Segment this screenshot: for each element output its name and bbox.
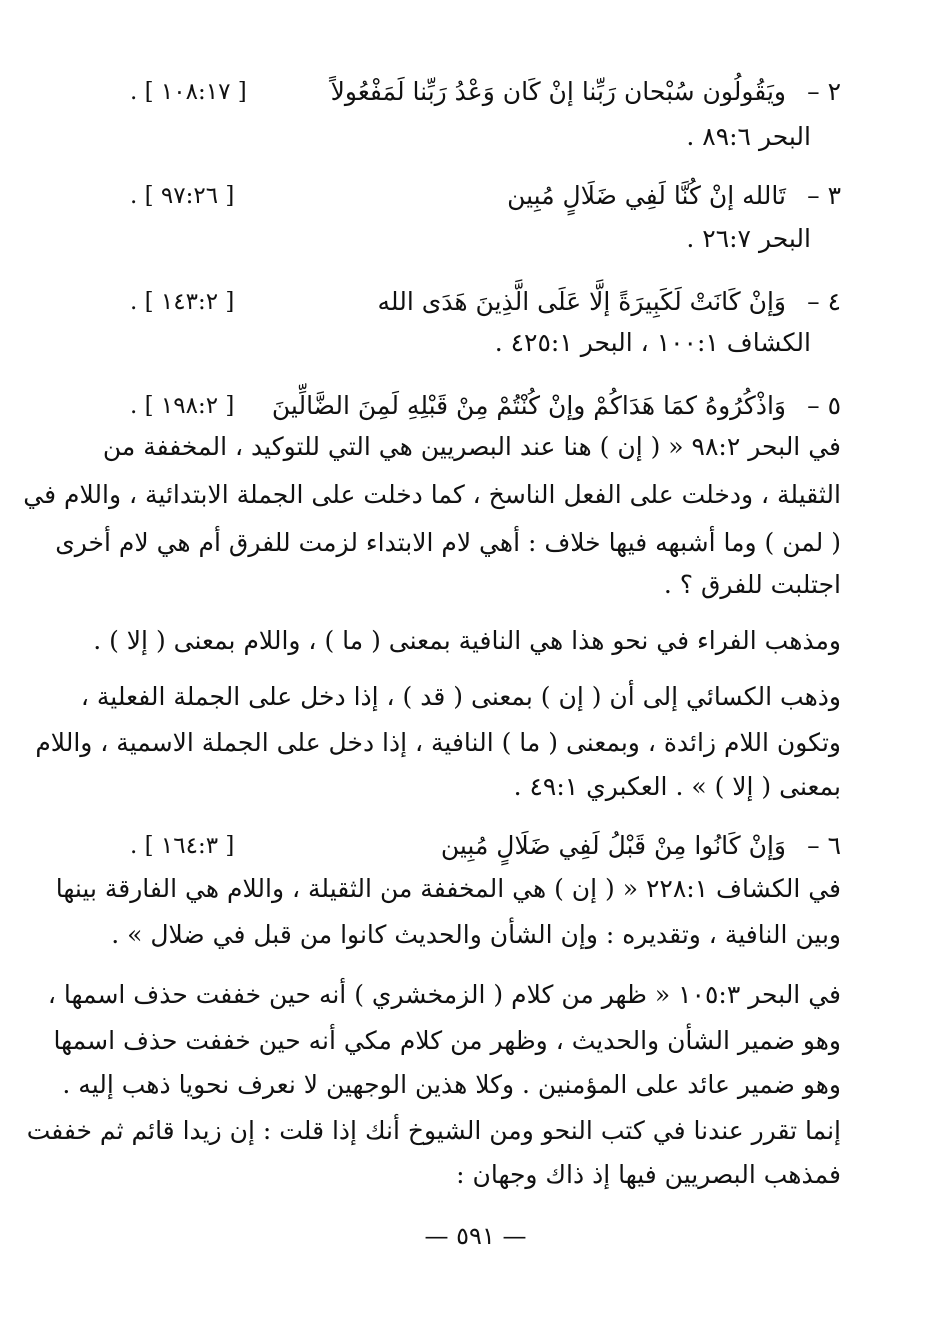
verse-reference: [ ١٠٨:١٧ ] . [130,79,247,105]
verse-row [120,282,841,322]
commentary-line: اجتلبت للفرق ؟ . [663,570,841,599]
commentary-line: في البحر ١٠٥:٣ « ظهر من كلام ( الزمخشري ) أنه حين خففت حذف اسمها ، [47,980,841,1009]
page-number: — ٥٩١ — [424,1222,527,1250]
verse-number: ٢ – [807,77,841,106]
commentary-line: وهو ضمير عائد على المؤمنين . وكلا هذين الوجهين لا نعرف نحويا ذهب إليه . [62,1070,841,1099]
verse-number: ٥ – [807,391,841,420]
source-line: الكشاف ١٠٠:١ ، البحر ٤٢٥:١ . [494,328,811,357]
verse-text: وَإنْ كَانَتْ لَكَبِيرَةً إلَّا عَلَى الَّذِينَ هَدَى الله [377,287,786,316]
verse-text: تَالله إنْ كُنَّا لَفِي ضَلَالٍ مُبِين [507,181,786,210]
commentary-line: إنما تقرر عندنا في كتب النحو ومن الشيوخ أنك إذا قلت : إن زيدا قائم ثم خففت [26,1116,841,1145]
verse-row [120,826,841,866]
commentary-line: الثقيلة ، ودخلت على الفعل الناسخ ، كما دخلت على الجملة الابتدائية ، واللام في [23,480,841,509]
commentary-line: في الكشاف ٢٢٨:١ « ( إن ) هي المخففة من الثقيلة ، واللام هي الفارقة بينها [55,874,841,903]
commentary-line: ( لمن ) وما أشبهه فيها خلاف : أهي لام الابتداء لزمت للفرق أم هي لام أخرى [55,528,841,557]
verse-number: ٣ – [807,181,841,210]
verse-text: ويَقُولُون سُبْحان رَبِّنا إنْ كَان وَعْدُ رَبِّنا لَمَفْعُولاً [330,77,786,106]
verse-row [120,386,841,426]
verse-text: وَاذْكُرُوهُ كمَا هَدَاكُمْ وإنْ كُنْتُمْ مِنْ قَبْلِهِ لَمِنَ الضَّالِّينَ [271,391,786,420]
verse-number: ٤ – [807,287,841,316]
commentary-line: وبين النافية ، وتقديره : وإن الشأن والحديث كانوا من قبل في ضلال » . [111,920,841,949]
commentary-line: وذهب الكسائي إلى أن ( إن ) بمعنى ( قد ) ، إذا دخل على الجملة الفعلية ، [80,682,841,711]
verse-reference: [ ١٩٨:٢ ] . [130,393,235,419]
verse-text: وَإنْ كَانُوا مِنْ قَبْلُ لَفِي ضَلَالٍ مُبِين [440,831,786,860]
source-line: البحر ٢٦:٧ . [686,224,811,253]
verse-reference: [ ٩٧:٢٦ ] . [130,183,235,209]
verse-number: ٦ – [807,831,841,860]
commentary-line: وهو ضمير الشأن والحديث ، وظهر من كلام مكي أنه حين خففت حذف اسمها [53,1026,841,1055]
commentary-line: ومذهب الفراء في نحو هذا هي النافية بمعنى ( ما ) ، واللام بمعنى ( إلا ) . [93,626,841,655]
verse-reference: [ ١٤٣:٢ ] . [130,289,235,315]
verse-row [120,176,841,216]
commentary-line: بمعنى ( إلا ) » . العكبري ٤٩:١ . [513,772,841,801]
verse-reference: [ ١٦٤:٣ ] . [130,833,235,859]
commentary-line: وتكون اللام زائدة ، وبمعنى ( ما ) النافية ، إذا دخل على الجملة الاسمية ، واللام [35,728,841,757]
source-line: البحر ٨٩:٦ . [686,122,811,151]
commentary-line: فمذهب البصريين فيها إذ ذاك وجهان : [456,1160,841,1189]
verse-row [120,72,841,112]
commentary-line: في البحر ٩٨:٢ « ( إن ) هنا عند البصريين هي التي للتوكيد ، المخففة من [102,432,841,461]
